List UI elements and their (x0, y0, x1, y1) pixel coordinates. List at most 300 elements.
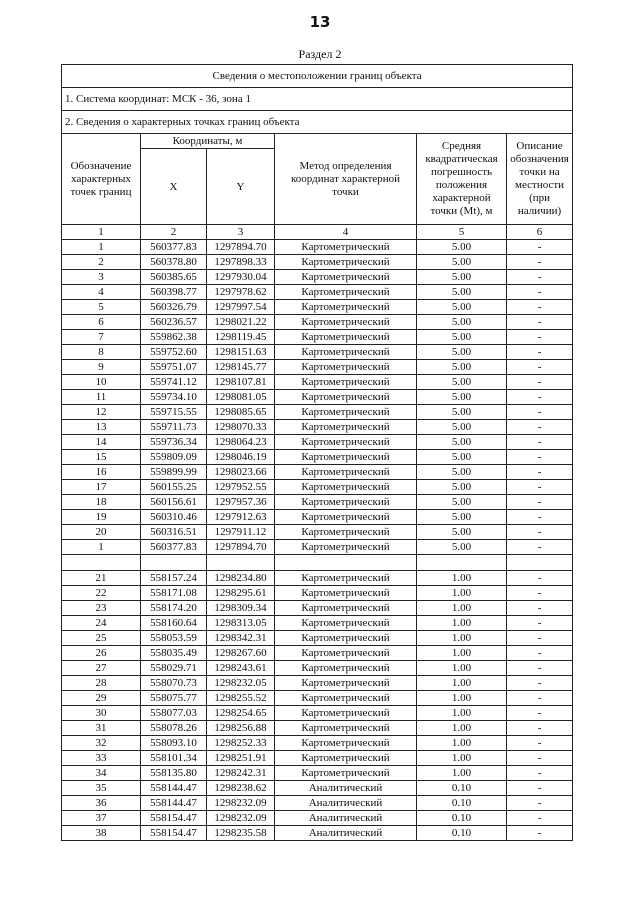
cell-coord-y: 1298256.88 (207, 721, 275, 736)
cell-point-id: 11 (62, 390, 141, 405)
cell-point-id: 30 (62, 706, 141, 721)
cell-point-id: 13 (62, 420, 141, 435)
cell-method: Картометрический (275, 751, 417, 766)
cell-error: 1.00 (417, 706, 507, 721)
cell-point-id: 18 (62, 495, 141, 510)
cell-point-id: 25 (62, 631, 141, 646)
cell-coord-x: 559862.38 (141, 330, 207, 345)
cell-description: - (507, 255, 573, 270)
cell-method: Картометрический (275, 616, 417, 631)
cell-point-id: 8 (62, 345, 141, 360)
cell-point-id: 9 (62, 360, 141, 375)
cell-point-id: 20 (62, 525, 141, 540)
cell-coord-x: 559715.55 (141, 405, 207, 420)
table-row (62, 465, 573, 480)
cell-coord-y: 1297911.12 (207, 525, 275, 540)
cell-coord-y: 1298238.62 (207, 781, 275, 796)
cell-coord-x: 558135.80 (141, 766, 207, 781)
cell-point-id: 29 (62, 691, 141, 706)
cell-point-id: 37 (62, 811, 141, 826)
cell-error: 1.00 (417, 631, 507, 646)
cell-point-id: 34 (62, 766, 141, 781)
cell-coord-y: 1298081.05 (207, 390, 275, 405)
cell-method: Картометрический (275, 631, 417, 646)
cell-coord-y: 1298254.65 (207, 706, 275, 721)
cell-error: 5.00 (417, 300, 507, 315)
cell-description: - (507, 601, 573, 616)
cell-coord-x: 560377.83 (141, 240, 207, 255)
table-row (62, 360, 573, 375)
table-row (62, 736, 573, 751)
column-number: 1 (62, 225, 141, 240)
cell-error: 5.00 (417, 345, 507, 360)
cell-coord-y: 1298295.61 (207, 586, 275, 601)
table-row (62, 571, 573, 586)
table-row (62, 480, 573, 495)
cell-error: 5.00 (417, 450, 507, 465)
table-row (62, 540, 573, 555)
cell-coord-y: 1298151.63 (207, 345, 275, 360)
cell-description (507, 555, 573, 571)
cell-coord-y: 1298255.52 (207, 691, 275, 706)
cell-description: - (507, 330, 573, 345)
cell-point-id: 7 (62, 330, 141, 345)
cell-coord-x: 558029.71 (141, 661, 207, 676)
cell-method: Аналитический (275, 781, 417, 796)
cell-coord-y: 1298309.34 (207, 601, 275, 616)
cell-error: 1.00 (417, 691, 507, 706)
cell-method: Аналитический (275, 796, 417, 811)
cell-method: Картометрический (275, 345, 417, 360)
cell-error: 5.00 (417, 390, 507, 405)
header-description: Описание обозначения точки на местности (при наличии) (507, 134, 573, 225)
cell-description: - (507, 676, 573, 691)
cell-coord-y: 1298064.23 (207, 435, 275, 450)
cell-description: - (507, 706, 573, 721)
table-subtitle: 2. Сведения о характерных точках границ объекта (62, 111, 573, 134)
table-row (62, 255, 573, 270)
cell-coord-x: 558174.20 (141, 601, 207, 616)
cell-coord-x: 560385.65 (141, 270, 207, 285)
cell-coord-y: 1298107.81 (207, 375, 275, 390)
cell-coord-x: 560156.61 (141, 495, 207, 510)
cell-error: 5.00 (417, 495, 507, 510)
cell-point-id: 21 (62, 571, 141, 586)
cell-coord-x: 559809.09 (141, 450, 207, 465)
cell-method: Картометрический (275, 405, 417, 420)
coordinate-system: 1. Система координат: МСК - 36, зона 1 (62, 88, 573, 111)
column-number: 6 (507, 225, 573, 240)
cell-description: - (507, 540, 573, 555)
cell-coord-y: 1298242.31 (207, 766, 275, 781)
header-y: Y (207, 149, 275, 225)
table-row (62, 330, 573, 345)
table-row (62, 676, 573, 691)
cell-coord-y: 1298313.05 (207, 616, 275, 631)
cell-coord-x: 558077.03 (141, 706, 207, 721)
cell-coord-x: 558075.77 (141, 691, 207, 706)
table-row (62, 270, 573, 285)
cell-point-id: 23 (62, 601, 141, 616)
cell-coord-x: 558144.47 (141, 796, 207, 811)
table-row (62, 691, 573, 706)
cell-coord-x: 558053.59 (141, 631, 207, 646)
cell-error: 5.00 (417, 375, 507, 390)
cell-description: - (507, 240, 573, 255)
cell-point-id: 17 (62, 480, 141, 495)
cell-method (275, 555, 417, 571)
cell-error: 1.00 (417, 661, 507, 676)
table-row (62, 240, 573, 255)
cell-description: - (507, 405, 573, 420)
cell-method: Картометрический (275, 450, 417, 465)
cell-coord-y: 1298243.61 (207, 661, 275, 676)
cell-coord-y: 1298232.09 (207, 811, 275, 826)
cell-coord-x: 560310.46 (141, 510, 207, 525)
cell-error: 0.10 (417, 826, 507, 841)
cell-coord-x: 560326.79 (141, 300, 207, 315)
cell-point-id: 14 (62, 435, 141, 450)
cell-point-id: 28 (62, 676, 141, 691)
table-row (62, 616, 573, 631)
cell-method: Картометрический (275, 510, 417, 525)
column-number: 2 (141, 225, 207, 240)
cell-description: - (507, 721, 573, 736)
cell-method: Картометрический (275, 435, 417, 450)
cell-error: 5.00 (417, 540, 507, 555)
cell-error: 1.00 (417, 736, 507, 751)
cell-coord-x: 560377.83 (141, 540, 207, 555)
table-row (62, 631, 573, 646)
cell-description: - (507, 525, 573, 540)
cell-coord-y: 1297952.55 (207, 480, 275, 495)
table-row (62, 721, 573, 736)
cell-method: Картометрический (275, 360, 417, 375)
cell-description: - (507, 450, 573, 465)
cell-point-id: 24 (62, 616, 141, 631)
cell-description: - (507, 586, 573, 601)
cell-method: Картометрический (275, 285, 417, 300)
cell-coord-y: 1298232.05 (207, 676, 275, 691)
cell-coord-y: 1298252.33 (207, 736, 275, 751)
cell-coord-x: 558154.47 (141, 826, 207, 841)
cell-error: 1.00 (417, 721, 507, 736)
cell-error: 1.00 (417, 571, 507, 586)
table-row (62, 435, 573, 450)
cell-coord-x: 560316.51 (141, 525, 207, 540)
cell-description: - (507, 661, 573, 676)
cell-method: Картометрический (275, 390, 417, 405)
cell-error: 5.00 (417, 270, 507, 285)
cell-coord-y: 1298234.80 (207, 571, 275, 586)
cell-coord-y: 1297912.63 (207, 510, 275, 525)
cell-description: - (507, 315, 573, 330)
cell-method: Картометрический (275, 676, 417, 691)
cell-point-id: 27 (62, 661, 141, 676)
table-row (62, 586, 573, 601)
cell-coord-y: 1298021.22 (207, 315, 275, 330)
cell-coord-y: 1298119.45 (207, 330, 275, 345)
cell-point-id: 19 (62, 510, 141, 525)
table-row (62, 525, 573, 540)
cell-coord-y: 1298342.31 (207, 631, 275, 646)
cell-coord-x: 559734.10 (141, 390, 207, 405)
cell-error: 5.00 (417, 435, 507, 450)
cell-error: 5.00 (417, 420, 507, 435)
table-row (62, 405, 573, 420)
cell-coord-x: 558171.08 (141, 586, 207, 601)
cell-description: - (507, 465, 573, 480)
table-row (62, 706, 573, 721)
table-row (62, 796, 573, 811)
cell-error: 5.00 (417, 240, 507, 255)
cell-method: Картометрический (275, 661, 417, 676)
cell-coord-y: 1298023.66 (207, 465, 275, 480)
cell-description: - (507, 736, 573, 751)
cell-point-id: 32 (62, 736, 141, 751)
cell-point-id: 12 (62, 405, 141, 420)
cell-description: - (507, 435, 573, 450)
cell-description: - (507, 495, 573, 510)
cell-point-id: 10 (62, 375, 141, 390)
cell-description: - (507, 781, 573, 796)
cell-error: 5.00 (417, 510, 507, 525)
section-title: Раздел 2 (298, 47, 342, 61)
cell-coord-x: 558160.64 (141, 616, 207, 631)
cell-method: Картометрический (275, 540, 417, 555)
table-row (62, 601, 573, 616)
cell-point-id: 5 (62, 300, 141, 315)
cell-point-id: 36 (62, 796, 141, 811)
cell-error: 5.00 (417, 405, 507, 420)
cell-point-id: 26 (62, 646, 141, 661)
cell-coord-x: 559752.60 (141, 345, 207, 360)
cell-error: 0.10 (417, 781, 507, 796)
cell-description: - (507, 345, 573, 360)
table-row (62, 315, 573, 330)
cell-method: Картометрический (275, 240, 417, 255)
header-method: Метод определения координат характерной точки (275, 134, 417, 225)
cell-description: - (507, 616, 573, 631)
column-number: 4 (275, 225, 417, 240)
cell-coord-y: 1298267.60 (207, 646, 275, 661)
cell-error: 1.00 (417, 616, 507, 631)
cell-description: - (507, 826, 573, 841)
table-row (62, 555, 573, 571)
cell-error: 1.00 (417, 646, 507, 661)
cell-point-id: 1 (62, 240, 141, 255)
cell-coord-x: 558093.10 (141, 736, 207, 751)
table-row (62, 751, 573, 766)
cell-description: - (507, 360, 573, 375)
cell-method: Картометрический (275, 736, 417, 751)
table-row (62, 390, 573, 405)
cell-coord-y: 1297978.62 (207, 285, 275, 300)
cell-method: Картометрический (275, 646, 417, 661)
cell-error: 0.10 (417, 811, 507, 826)
cell-coord-y: 1297957.36 (207, 495, 275, 510)
cell-point-id: 35 (62, 781, 141, 796)
cell-description: - (507, 766, 573, 781)
cell-method: Аналитический (275, 811, 417, 826)
cell-point-id: 1 (62, 540, 141, 555)
cell-method: Картометрический (275, 766, 417, 781)
column-numbers-row (62, 225, 573, 240)
cell-description: - (507, 420, 573, 435)
cell-method: Картометрический (275, 465, 417, 480)
cell-coord-x: 559899.99 (141, 465, 207, 480)
cell-coord-x: 558078.26 (141, 721, 207, 736)
table-row (62, 375, 573, 390)
boundary-points-table (61, 64, 573, 841)
cell-error: 5.00 (417, 465, 507, 480)
cell-coord-x (141, 555, 207, 571)
cell-method: Картометрический (275, 330, 417, 345)
cell-description: - (507, 811, 573, 826)
cell-error: 5.00 (417, 315, 507, 330)
header-designation: Обозначение характерных точек границ (62, 134, 141, 225)
cell-description: - (507, 631, 573, 646)
cell-method: Картометрический (275, 255, 417, 270)
cell-coord-x: 560236.57 (141, 315, 207, 330)
cell-description: - (507, 375, 573, 390)
cell-coord-y: 1297997.54 (207, 300, 275, 315)
cell-coord-x: 558154.47 (141, 811, 207, 826)
cell-coord-y: 1298070.33 (207, 420, 275, 435)
cell-coord-y: 1298251.91 (207, 751, 275, 766)
cell-coord-x: 560398.77 (141, 285, 207, 300)
table-row (62, 495, 573, 510)
cell-error: 5.00 (417, 285, 507, 300)
table-row (62, 781, 573, 796)
page-number: 13 (309, 13, 331, 31)
cell-point-id: 38 (62, 826, 141, 841)
cell-coord-x: 559751.07 (141, 360, 207, 375)
cell-coord-y: 1298085.65 (207, 405, 275, 420)
table-row (62, 420, 573, 435)
cell-error (417, 555, 507, 571)
cell-error: 5.00 (417, 480, 507, 495)
table-row (62, 450, 573, 465)
cell-point-id: 3 (62, 270, 141, 285)
cell-description: - (507, 646, 573, 661)
cell-coord-y: 1297894.70 (207, 540, 275, 555)
cell-description: - (507, 480, 573, 495)
cell-error: 5.00 (417, 360, 507, 375)
table-row (62, 285, 573, 300)
cell-point-id (62, 555, 141, 571)
cell-description: - (507, 270, 573, 285)
cell-description: - (507, 796, 573, 811)
cell-coord-x: 558157.24 (141, 571, 207, 586)
cell-coord-x: 558144.47 (141, 781, 207, 796)
cell-error: 5.00 (417, 255, 507, 270)
cell-point-id: 15 (62, 450, 141, 465)
cell-coord-y: 1298145.77 (207, 360, 275, 375)
table-row (62, 345, 573, 360)
cell-coord-x: 558035.49 (141, 646, 207, 661)
cell-point-id: 4 (62, 285, 141, 300)
cell-coord-y: 1298046.19 (207, 450, 275, 465)
cell-description: - (507, 510, 573, 525)
cell-description: - (507, 691, 573, 706)
cell-coord-x: 560378.80 (141, 255, 207, 270)
cell-coord-y: 1298232.09 (207, 796, 275, 811)
column-number: 5 (417, 225, 507, 240)
cell-method: Картометрический (275, 480, 417, 495)
cell-error: 1.00 (417, 676, 507, 691)
header-coords: Координаты, м (141, 134, 275, 149)
cell-method: Картометрический (275, 420, 417, 435)
cell-coord-y: 1297898.33 (207, 255, 275, 270)
cell-description: - (507, 571, 573, 586)
cell-coord-x: 558070.73 (141, 676, 207, 691)
cell-method: Картометрический (275, 706, 417, 721)
cell-coord-y: 1298235.58 (207, 826, 275, 841)
cell-method: Картометрический (275, 315, 417, 330)
cell-method: Картометрический (275, 270, 417, 285)
cell-coord-x: 558101.34 (141, 751, 207, 766)
cell-method: Картометрический (275, 691, 417, 706)
table-row (62, 300, 573, 315)
cell-method: Картометрический (275, 571, 417, 586)
table-row (62, 811, 573, 826)
cell-coord-x: 559736.34 (141, 435, 207, 450)
cell-coord-y (207, 555, 275, 571)
table-title: Сведения о местоположении границ объекта (62, 65, 573, 88)
header-x: X (141, 149, 207, 225)
column-number: 3 (207, 225, 275, 240)
cell-method: Картометрический (275, 586, 417, 601)
cell-method: Аналитический (275, 826, 417, 841)
cell-description: - (507, 300, 573, 315)
header-error: Средняя квадратическая погрешность положения характерной точки (Mt), м (417, 134, 507, 225)
cell-method: Картометрический (275, 300, 417, 315)
cell-error: 1.00 (417, 586, 507, 601)
cell-coord-y: 1297930.04 (207, 270, 275, 285)
cell-description: - (507, 390, 573, 405)
cell-point-id: 2 (62, 255, 141, 270)
cell-error: 5.00 (417, 525, 507, 540)
cell-description: - (507, 285, 573, 300)
cell-error: 0.10 (417, 796, 507, 811)
table-row (62, 646, 573, 661)
cell-coord-x: 560155.25 (141, 480, 207, 495)
table-row (62, 826, 573, 841)
table-row (62, 661, 573, 676)
cell-coord-y: 1297894.70 (207, 240, 275, 255)
cell-error: 1.00 (417, 601, 507, 616)
cell-method: Картометрический (275, 601, 417, 616)
cell-error: 1.00 (417, 751, 507, 766)
cell-point-id: 33 (62, 751, 141, 766)
cell-method: Картометрический (275, 375, 417, 390)
cell-description: - (507, 751, 573, 766)
cell-method: Картометрический (275, 525, 417, 540)
cell-point-id: 6 (62, 315, 141, 330)
cell-point-id: 16 (62, 465, 141, 480)
cell-coord-x: 559711.73 (141, 420, 207, 435)
cell-error: 1.00 (417, 766, 507, 781)
cell-method: Картометрический (275, 495, 417, 510)
cell-point-id: 22 (62, 586, 141, 601)
cell-method: Картометрический (275, 721, 417, 736)
cell-point-id: 31 (62, 721, 141, 736)
cell-coord-x: 559741.12 (141, 375, 207, 390)
table-row (62, 766, 573, 781)
cell-error: 5.00 (417, 330, 507, 345)
table-row (62, 510, 573, 525)
